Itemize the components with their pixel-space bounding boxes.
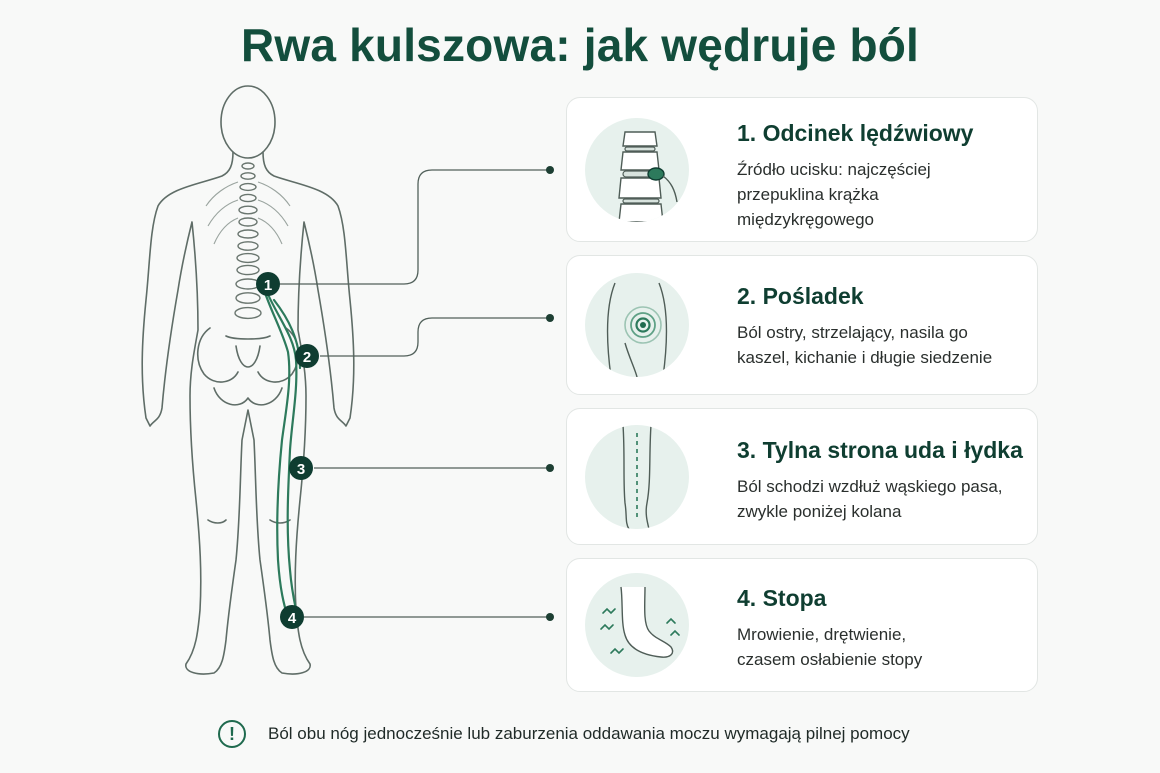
marker-3 [289,456,313,480]
sciatic-nerve [262,284,300,620]
svg-text:4: 4 [287,610,297,627]
card-description: Mrowienie, drętwienie, czasem osłabienie stopy [737,625,923,669]
card-thigh-calf [566,408,1038,545]
card-foot [566,558,1038,692]
card-lumbar [566,97,1038,242]
warning-text: Ból obu nóg jednocześnie lub zaburzenia oddawania moczu wymagają pilnej pomocy [268,724,910,743]
card-title: 1. Odcinek lędźwiowy [737,120,974,146]
lumbar-spine-icon [585,118,689,222]
svg-text:3: 3 [296,461,306,478]
card-buttock [566,255,1038,395]
card-description: Źródło ucisku: najczęściej przepuklina krążka międzykręgowego [737,160,931,229]
spine [235,163,261,318]
card-title: 4. Stopa [737,585,827,611]
exclamation-icon: ! [218,720,246,748]
card-title: 2. Pośladek [737,283,864,309]
marker-1 [256,272,280,296]
svg-text:1: 1 [263,277,273,294]
page-title: Rwa kulszowa: jak wędruje ból [240,19,920,71]
marker-2 [295,344,319,368]
connector-dots [546,166,554,621]
connector-lines [280,170,550,617]
card-title: 3. Tylna strona uda i łydka [737,437,1023,463]
warning-note [218,717,910,751]
foot-tingling-icon [585,573,689,677]
buttock-pain-icon [585,273,689,377]
leg-back-icon [585,425,689,529]
svg-text:2: 2 [302,349,312,366]
body-outline [142,86,354,674]
marker-4 [280,605,304,629]
card-description: Ból schodzi wzdłuż wąskiego pasa, zwykle poniżej kolana [737,477,1003,521]
card-description: Ból ostry, strzelający, nasila go kaszel, kichanie i długie siedzenie [737,323,993,367]
